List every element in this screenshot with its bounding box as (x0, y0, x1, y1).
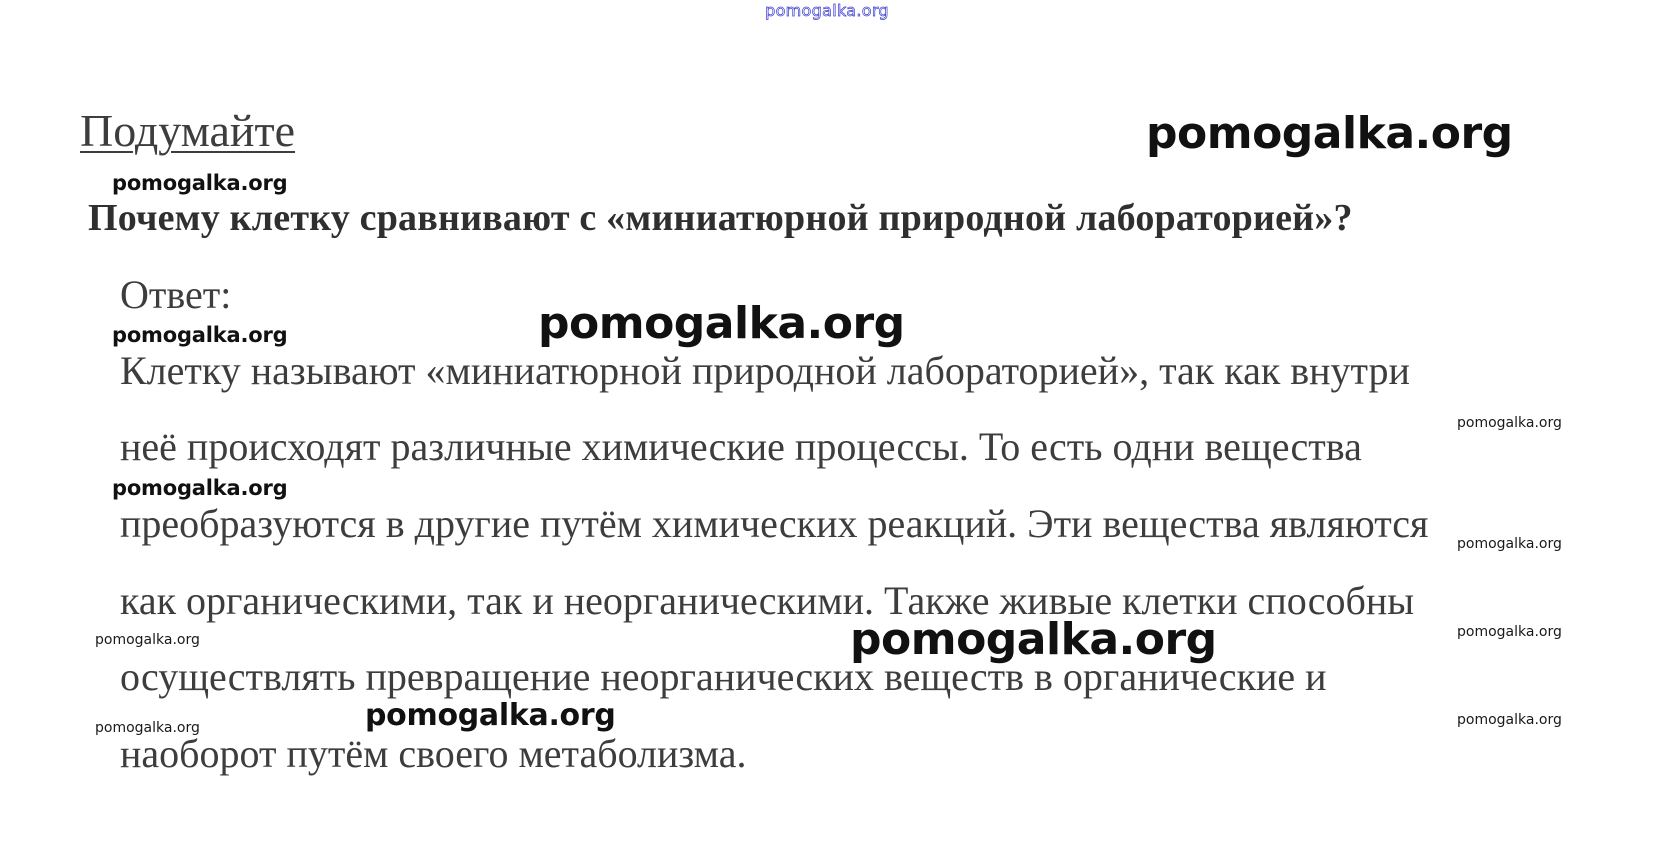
answer-line-1: Клетку называют «миниатюрной природной лабораторией», так как внутри (120, 348, 1410, 393)
answer-line-4: как органическими, так и неорганическими. Также живые клетки способны (120, 578, 1415, 623)
answer-line-3: преобразуются в другие путём химических реакций. Эти вещества являются (120, 501, 1429, 546)
section-heading: Подумайте (80, 105, 296, 156)
answer-label: Ответ: (120, 272, 232, 317)
question-text: Почему клетку сравнивают с «миниатюрной природной лабораторией»? (88, 197, 1353, 239)
answer-line-6: наоборот путём своего метаболизма. (120, 731, 747, 776)
watermark: pomogalka.org (1457, 536, 1562, 552)
answer-line-2: неё происходят различные химические процессы. То есть одни вещества (120, 424, 1362, 469)
watermark: pomogalka.org (112, 476, 288, 500)
watermark: pomogalka.org (1146, 108, 1513, 159)
watermark: pomogalka.org (538, 298, 905, 349)
watermark: pomogalka.org (1457, 415, 1562, 431)
watermark: pomogalka.org (365, 698, 616, 733)
watermark: pomogalka.org (850, 614, 1217, 665)
watermark: pomogalka.org (95, 632, 200, 648)
watermark: pomogalka.org (95, 720, 200, 736)
watermark: pomogalka.org (1457, 624, 1562, 640)
top-watermark: pomogalka.org (765, 1, 889, 20)
answer-line-5: осуществлять превращение неорганических веществ в органические и (120, 654, 1327, 699)
watermark: pomogalka.org (112, 171, 288, 195)
watermark: pomogalka.org (112, 323, 288, 347)
watermark: pomogalka.org (1457, 712, 1562, 728)
